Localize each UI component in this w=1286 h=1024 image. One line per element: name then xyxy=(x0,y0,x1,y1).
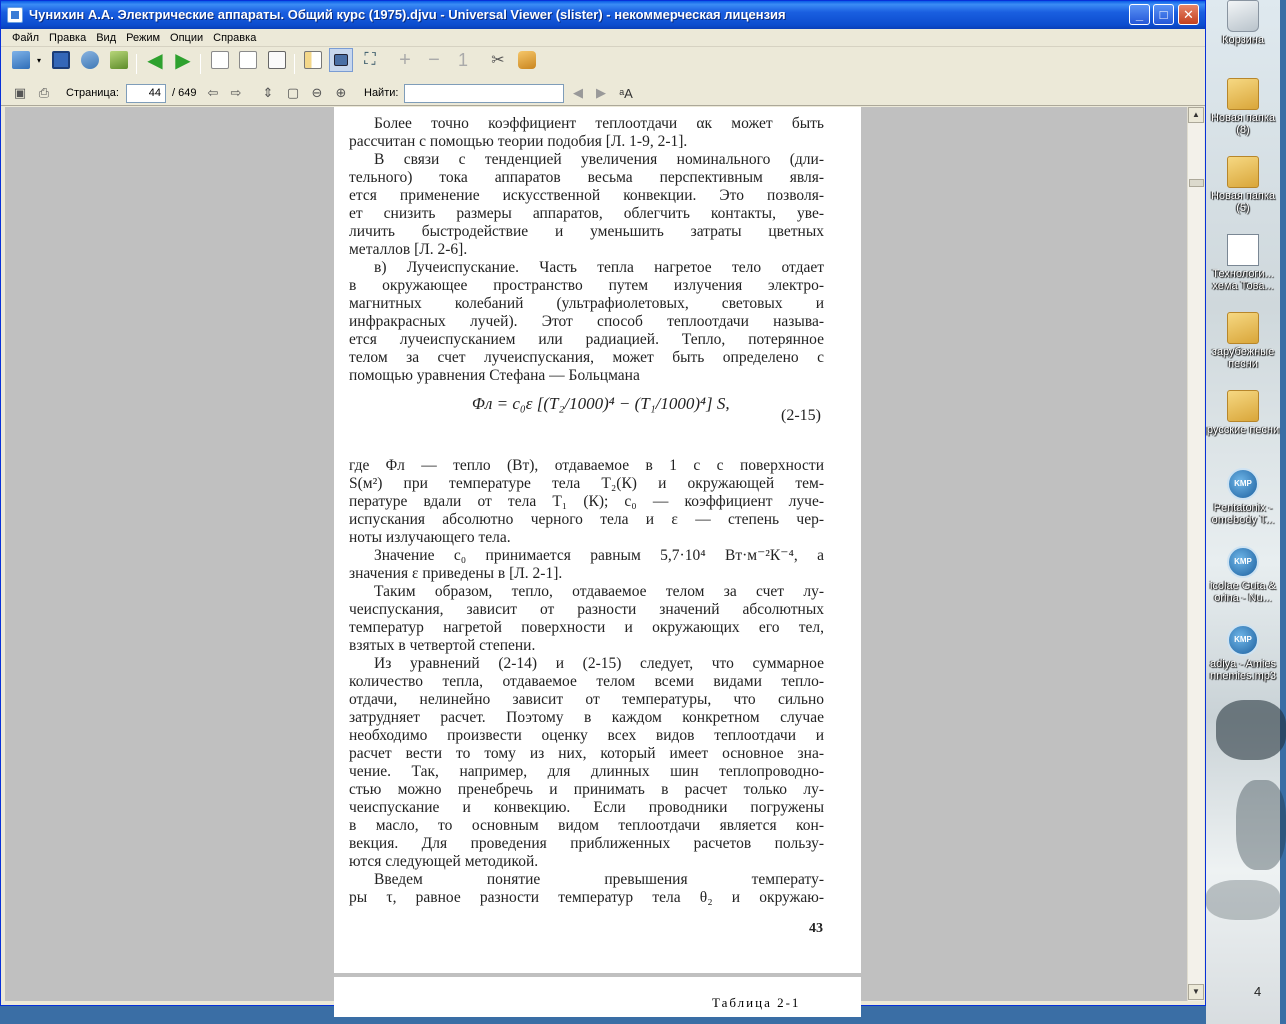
text-line: металлов [Л. 2-6]. xyxy=(349,241,468,258)
desktop-icon-bin[interactable] xyxy=(1206,0,1280,46)
find-input[interactable] xyxy=(404,84,564,103)
prev-page-icon[interactable]: ⇦ xyxy=(207,85,219,100)
formula-number: (2-15) xyxy=(781,407,821,424)
text-line: В связи с тенденцией увеличения номинального (дли- xyxy=(374,151,824,168)
open-dropdown-icon[interactable]: ▾ xyxy=(36,55,41,65)
page-total: / 649 xyxy=(172,87,197,99)
menu-bar xyxy=(1,29,1205,47)
desktop-icon-folder[interactable] xyxy=(1206,312,1280,370)
print-icon[interactable]: ⎙ xyxy=(38,85,50,100)
title-bar[interactable] xyxy=(1,1,1205,29)
text-line: ноты излучающего тела. xyxy=(349,529,511,546)
page-number: 43 xyxy=(809,921,823,936)
plugins-icon[interactable] xyxy=(515,48,539,72)
text-line: количество тепла, отдаваемое телом всеми видами тепло- xyxy=(349,673,824,690)
desktop-icon-label: Корзина xyxy=(1222,34,1264,46)
desktop-icon-label: зарубежные песни xyxy=(1211,346,1275,370)
text-line: магнитных колебаний (ультрафиолетовых, световых и xyxy=(349,295,824,312)
close-button[interactable]: ✕ xyxy=(1178,4,1199,25)
text-line: где Φл — тепло (Вт), отдаваемое в 1 с с поверхности xyxy=(349,457,824,474)
desktop-icon-label: Новая папка (5) xyxy=(1210,190,1276,214)
desktop-icon-kmp[interactable] xyxy=(1206,624,1280,682)
desktop-number: 4 xyxy=(1254,984,1262,999)
folder-icon xyxy=(1227,390,1259,422)
menu-edit[interactable]: Правка xyxy=(49,32,87,44)
text-line: ет снизить размеры аппаратов, облегчить контакты, уве- xyxy=(349,205,824,222)
page-label: Страница: xyxy=(66,87,119,99)
desktop-icon-label: Pentatonix - omebody T... xyxy=(1211,502,1275,526)
text-line: затрудняет расчет. Поэтому в каждом конкретном случае xyxy=(349,709,824,726)
text-line: Значение c₀ принимается равным 5,7·10⁴ Вт·м⁻²К⁻⁴, а xyxy=(374,547,824,564)
document-icon xyxy=(1227,234,1259,266)
desktop-icon-folder[interactable] xyxy=(1206,78,1280,136)
app-icon xyxy=(7,7,23,23)
navigation-toolbar xyxy=(1,81,1205,106)
scroll-up-icon[interactable]: ▲ xyxy=(1188,107,1204,123)
text-line: ются следующей методикой. xyxy=(349,853,539,870)
export-icon[interactable] xyxy=(78,48,102,72)
text-line: значения ε приведены в [Л. 2-1]. xyxy=(349,565,563,582)
text-line: необходимо произвести оценку всех видов теплоотдачи и xyxy=(349,727,824,744)
wallpaper-splash xyxy=(1216,700,1286,760)
text-line: ется применение искусственной конвекции. Это позволя- xyxy=(349,187,824,204)
text-line: чение. Так, например, для длинных шин теплопроводно- xyxy=(349,763,824,780)
text-line: помощью уравнения Стефана — Больцмана xyxy=(349,367,640,384)
text-line: стью можно пренебречь и принимать в расчет только лу- xyxy=(349,781,824,798)
scroll-thumb[interactable] xyxy=(1189,179,1204,187)
text-line: Таким образом, тепло, отдаваемое телом за счет лу- xyxy=(374,583,824,600)
text-line: в окружающее пространство путем излучения электро- xyxy=(349,277,824,294)
wallpaper-splash xyxy=(1206,880,1280,920)
text-line: тельного) тока аппаратов весьма перспективным явля- xyxy=(349,169,824,186)
text-line: ры τ, равное разности температур тела θ₂ и окружаю- xyxy=(349,889,824,906)
text-line: личить быстродействие и уменьшить затраты цветных xyxy=(349,223,824,240)
kmplayer-file-icon: KMP xyxy=(1227,624,1259,656)
maximize-button[interactable]: □ xyxy=(1153,4,1174,25)
kmplayer-file-icon: KMP xyxy=(1227,468,1259,500)
text-line: векция. Для проведения приближенных расчетов пользу- xyxy=(349,835,824,852)
text-line: S(м²) при температуре тела T₂(К) и окружающей тем- xyxy=(349,475,824,492)
fit-page-icon[interactable]: ▢ xyxy=(286,85,300,100)
menu-options[interactable]: Опции xyxy=(170,32,204,44)
zoom-out-minus-icon[interactable]: − xyxy=(428,48,440,71)
text-line: Введем понятие превышения температу- xyxy=(374,871,824,888)
next-page xyxy=(334,977,861,1017)
vertical-scrollbar[interactable] xyxy=(1187,107,1204,1001)
back-arrow-icon[interactable]: ◀ xyxy=(147,49,163,72)
main-toolbar xyxy=(1,48,1205,80)
text-line: в) Лучеиспускание. Часть тепла нагретое тело отдает xyxy=(374,259,824,276)
go-to-icon[interactable] xyxy=(265,48,289,72)
desktop-icon-folder[interactable] xyxy=(1206,390,1280,436)
text-line: испускания абсолютно черного тела и ε — степень чер- xyxy=(349,511,824,528)
text-line: инфракрасных лучей). Этот способ теплоотдачи называ- xyxy=(349,313,824,330)
zoom-in-plus-icon[interactable]: + xyxy=(399,48,411,71)
fit-width-icon[interactable]: ⇕ xyxy=(262,85,274,100)
forward-arrow-icon[interactable]: ▶ xyxy=(175,49,191,72)
desktop-icon-label: adiya - Amies nnemies.mp3 xyxy=(1209,658,1277,682)
match-case-icon[interactable]: ᵃA xyxy=(619,85,633,101)
text-line: ется лучеиспусканием или радиацией. Тепло, потерянное xyxy=(349,331,824,348)
find-label: Найти: xyxy=(364,87,399,99)
desktop-icon-kmp[interactable] xyxy=(1206,468,1280,526)
kmplayer-file-icon: KMP xyxy=(1227,546,1259,578)
text-line: чеиспускание и конвекцию. Если проводники погружены xyxy=(349,799,824,816)
text-line: пературе вдали от тела T₁ (К); c₀ — коэффициент луче- xyxy=(349,493,824,510)
menu-file[interactable]: Файл xyxy=(12,32,40,44)
copy-icon[interactable]: ▣ xyxy=(13,85,27,100)
minimize-button[interactable]: _ xyxy=(1129,4,1150,25)
text-line: в масло, то основным видом теплоотдачи является кон- xyxy=(349,817,824,834)
window-title: Чунихин А.А. Электрические аппараты. Общий курс (1975).djvu - Universal Viewer (slister) - некоммерческая лицензия xyxy=(29,7,786,22)
zoom-out-icon[interactable]: ⊖ xyxy=(311,85,323,100)
desktop-icon-kmp[interactable] xyxy=(1206,546,1280,604)
actual-size-icon[interactable]: 1 xyxy=(457,49,468,70)
sidebar-toggle-icon[interactable] xyxy=(301,48,325,72)
text-line: телом за счет лучеиспускания, может быть определено с xyxy=(349,349,824,366)
toolbar-separator xyxy=(294,54,295,74)
fit-view-icon[interactable] xyxy=(329,48,353,72)
desktop-icon-label: Новая папка (8) xyxy=(1210,112,1276,136)
text-line: взятых в четвертой степени. xyxy=(349,637,536,654)
stefan-boltzmann-formula: Φл = c₀ε [(T₂/1000)⁴ − (T₁/1000)⁴] S, xyxy=(472,394,730,413)
desktop-icon-label: русские песни xyxy=(1206,424,1280,436)
text-line: расчет вести то тому из них, который имеет основное зна- xyxy=(349,745,824,762)
menu-mode[interactable]: Режим xyxy=(126,32,161,44)
next-page-header: Таблица 2-1 xyxy=(712,995,801,1010)
text-line: рассчитан с помощью теории подобия [Л. 1-9, 2-1]. xyxy=(349,133,688,150)
next-page-icon[interactable]: ⇨ xyxy=(230,85,242,100)
document-page xyxy=(334,107,861,973)
menu-view[interactable]: Вид xyxy=(96,32,117,44)
text-line: чеиспускания, зависит от разности значений абсолютных xyxy=(349,601,824,618)
menu-help[interactable]: Справка xyxy=(213,32,257,44)
copy-page-icon[interactable] xyxy=(208,48,232,72)
fullscreen-icon[interactable]: ⛶ xyxy=(364,51,376,68)
open-folder-icon[interactable] xyxy=(9,48,33,72)
text-line: температур нагретой поверхности и окружающих его тел, xyxy=(349,619,824,636)
desktop-icon-label: icolae Guta & orina - Nu... xyxy=(1209,580,1277,604)
text-line: Из уравнений (2-14) и (2-15) следует, что суммарное xyxy=(374,655,824,672)
text-line: Более точно коэффициент теплоотдачи αк может быть xyxy=(374,115,824,132)
desktop-icon-folder[interactable] xyxy=(1206,156,1280,214)
document-viewport[interactable] xyxy=(5,107,1187,1010)
save-icon[interactable] xyxy=(49,48,73,72)
text-line: отдачи, нелинейно зависит от температуры, что сильно xyxy=(349,691,824,708)
desktop-icon-doc[interactable] xyxy=(1206,234,1280,292)
desktop-icon-label: Технологи... хема Това... xyxy=(1212,268,1274,292)
desktop xyxy=(1206,0,1280,1024)
settings-tools-icon[interactable]: ✂ xyxy=(491,52,505,69)
wallpaper-splash xyxy=(1236,780,1286,870)
folder-icon xyxy=(1227,156,1259,188)
folder-icon xyxy=(1227,78,1259,110)
find-prev-icon[interactable]: ◀ xyxy=(573,85,583,100)
toolbar-separator xyxy=(200,54,201,74)
recycle-bin-icon xyxy=(1227,0,1259,32)
toolbar-separator xyxy=(136,54,137,74)
recycle-icon[interactable] xyxy=(107,48,131,72)
find-next-icon[interactable]: ▶ xyxy=(596,85,606,100)
zoom-in-icon[interactable]: ⊕ xyxy=(335,85,347,100)
page-number-input[interactable]: 44 xyxy=(126,84,166,103)
folder-icon xyxy=(1227,312,1259,344)
print-preview-icon[interactable] xyxy=(236,48,260,72)
scroll-down-icon[interactable]: ▼ xyxy=(1188,984,1204,1000)
